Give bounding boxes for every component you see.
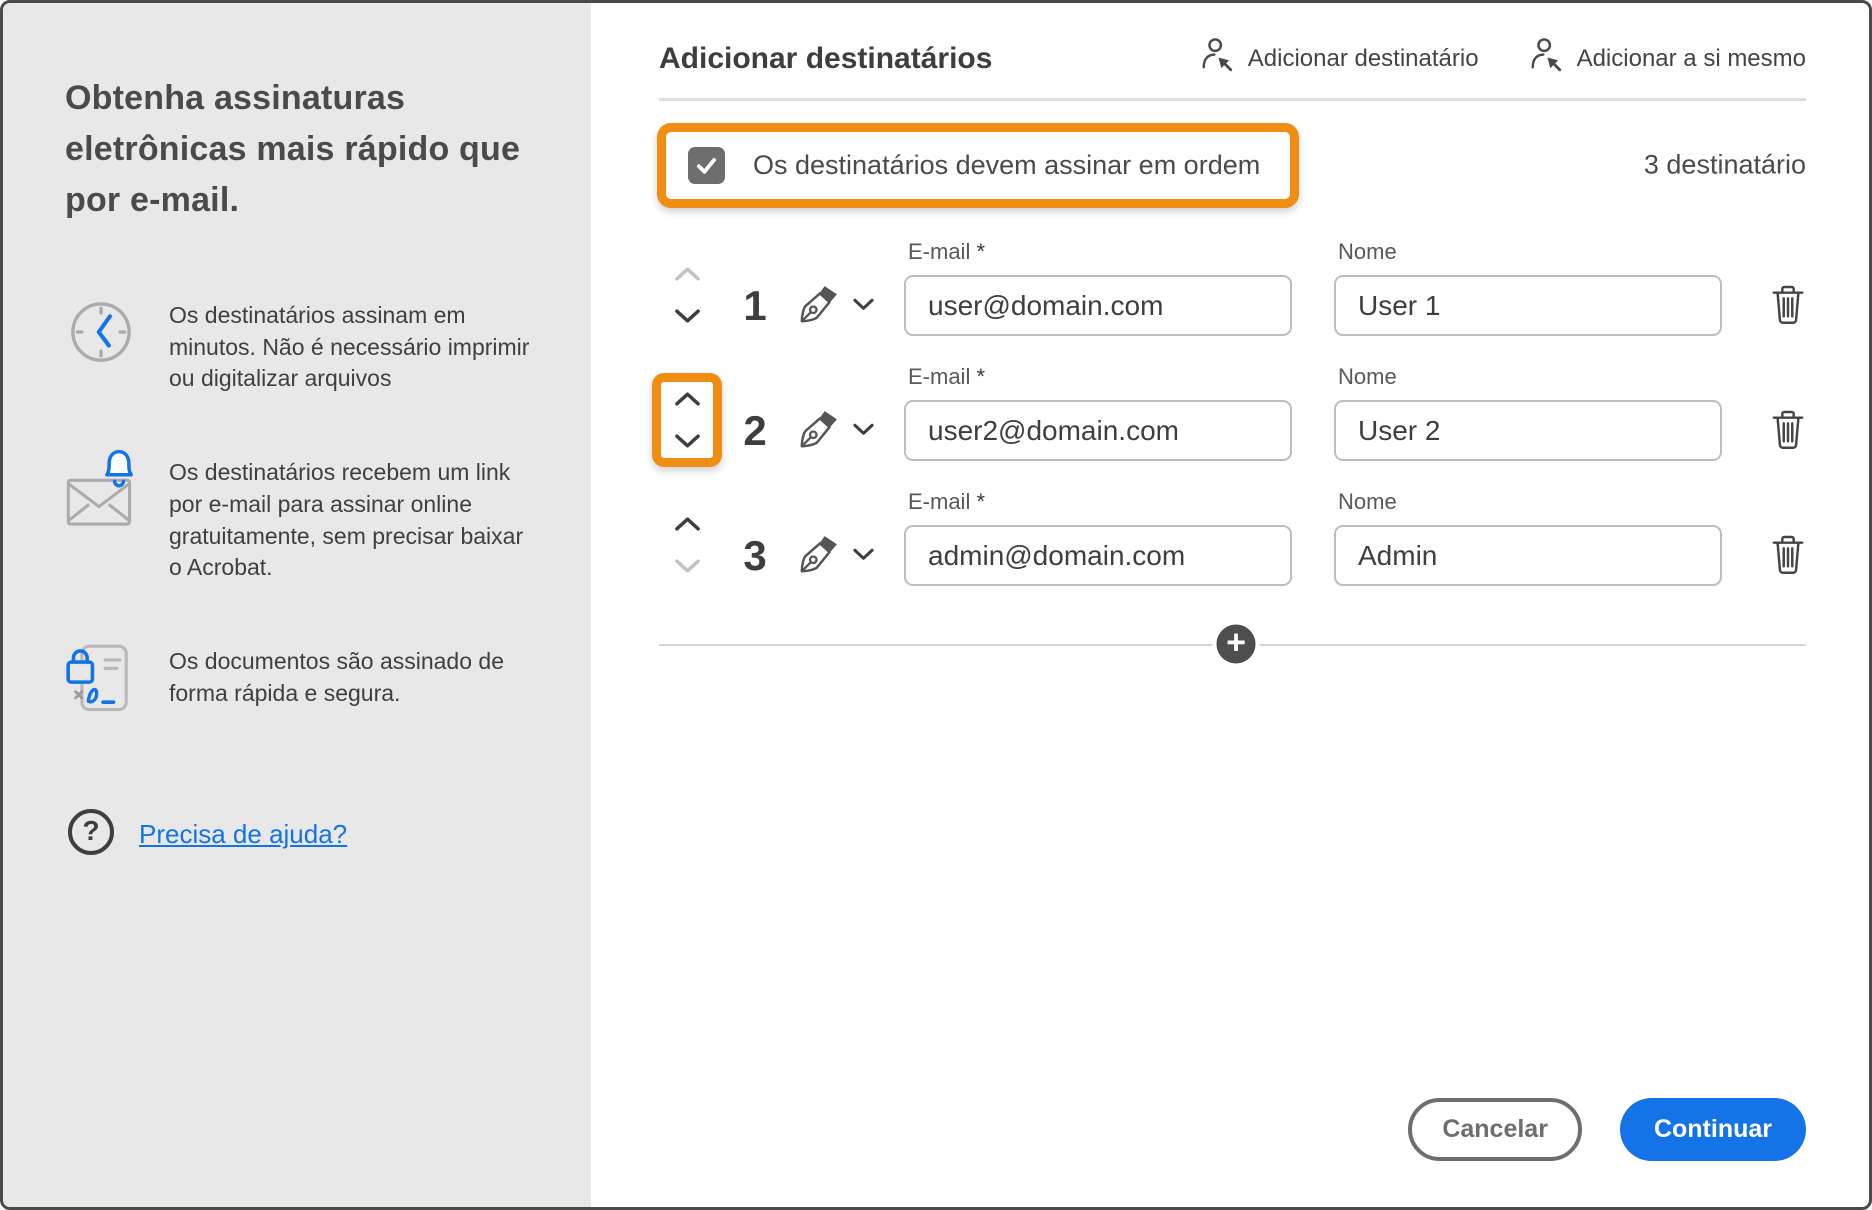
add-self-label: Adicionar a si mesmo xyxy=(1576,44,1806,72)
add-recipient-button[interactable] xyxy=(1198,37,1479,80)
email-input[interactable] xyxy=(904,275,1292,336)
continue-button[interactable]: Continuar xyxy=(1620,1098,1806,1161)
question-circle-icon xyxy=(65,806,117,863)
signing-order-row xyxy=(659,113,1806,217)
add-recipient-divider xyxy=(659,620,1806,668)
person-add-icon xyxy=(1198,37,1234,80)
move-up-button[interactable] xyxy=(672,514,703,534)
email-input[interactable] xyxy=(904,400,1292,461)
chevron-down-icon xyxy=(853,548,874,561)
name-label: Nome xyxy=(1338,239,1397,264)
header-actions xyxy=(1198,37,1806,80)
trash-icon xyxy=(1770,564,1806,579)
name-input[interactable] xyxy=(1334,525,1722,586)
benefit-text: Os destinatários recebem um link por e-mail para assinar online gratuitamente, sem precisar baixar o Acrobat. xyxy=(169,459,524,581)
recipient-row xyxy=(659,239,1806,336)
benefit-email-link xyxy=(65,453,539,584)
page-title: Adicionar destinatários xyxy=(659,41,993,75)
recipient-row xyxy=(659,364,1806,461)
email-field-group xyxy=(904,239,1292,336)
trash-icon xyxy=(1770,314,1806,329)
sign-in-order-checkbox[interactable] xyxy=(688,147,725,184)
pen-icon xyxy=(797,407,841,451)
info-sidebar xyxy=(3,3,591,1207)
benefit-text: Os documentos são assinado de forma rápida e segura. xyxy=(169,648,504,706)
add-self-button[interactable] xyxy=(1527,37,1806,80)
benefit-secure-signing xyxy=(65,642,539,718)
name-input[interactable] xyxy=(1334,275,1722,336)
delete-recipient-button[interactable] xyxy=(1770,409,1806,451)
role-selector[interactable] xyxy=(797,282,874,326)
name-field-group xyxy=(1334,364,1722,461)
recipient-order-number: 2 xyxy=(743,407,767,454)
chevron-down-icon xyxy=(853,298,874,311)
benefit-sign-in-minutes xyxy=(65,296,539,395)
reorder-controls-highlighted xyxy=(667,389,707,451)
trash-icon xyxy=(1770,439,1806,454)
panel-header xyxy=(659,37,1806,80)
sign-in-order-label: Os destinatários devem assinar em ordem xyxy=(753,149,1261,180)
recipient-order-number: 1 xyxy=(743,282,767,329)
email-input[interactable] xyxy=(904,525,1292,586)
delete-recipient-button[interactable] xyxy=(1770,284,1806,326)
person-add-icon xyxy=(1527,37,1563,80)
reorder-controls xyxy=(667,264,707,326)
benefit-text: Os destinatários assinam em minutos. Não é necessário imprimir ou digitalizar arquivos xyxy=(169,302,530,392)
pen-icon xyxy=(797,532,841,576)
header-divider xyxy=(659,98,1806,101)
role-selector[interactable] xyxy=(797,532,874,576)
reorder-controls xyxy=(667,514,707,576)
help-row xyxy=(65,806,539,863)
email-label: E-mail xyxy=(908,364,971,389)
clock-icon xyxy=(65,296,141,372)
add-recipient-label: Adicionar destinatário xyxy=(1247,44,1479,72)
recipient-row xyxy=(659,489,1806,586)
name-field-group xyxy=(1334,489,1722,586)
svg-text:?: ? xyxy=(82,815,100,847)
name-label: Nome xyxy=(1338,489,1397,514)
add-recipient-plus-button[interactable]: + xyxy=(1213,621,1260,668)
required-marker: * xyxy=(976,489,986,514)
chevron-down-icon xyxy=(853,423,874,436)
sidebar-heading: Obtenha assinaturas eletrônicas mais rápido que por e-mail. xyxy=(65,79,521,219)
email-field-group xyxy=(904,364,1292,461)
move-down-button[interactable] xyxy=(672,556,703,576)
name-label: Nome xyxy=(1338,364,1397,389)
email-field-group xyxy=(904,489,1292,586)
move-down-button[interactable] xyxy=(672,306,703,326)
bell-icon xyxy=(99,445,139,494)
delete-recipient-button[interactable] xyxy=(1770,534,1806,576)
add-recipients-panel xyxy=(591,3,1872,1207)
name-input[interactable] xyxy=(1334,400,1722,461)
move-down-button[interactable] xyxy=(672,431,703,451)
recipient-list xyxy=(659,239,1806,586)
secure-document-icon xyxy=(65,642,141,718)
mail-notification-icon xyxy=(65,453,141,529)
cancel-button[interactable]: Cancelar xyxy=(1408,1098,1582,1161)
dialog-footer xyxy=(1408,1098,1806,1161)
pen-icon xyxy=(797,282,841,326)
name-field-group xyxy=(1334,239,1722,336)
role-selector[interactable] xyxy=(797,407,874,451)
annotation-highlight-box xyxy=(657,123,1299,208)
move-up-button[interactable] xyxy=(672,264,703,284)
email-label: E-mail xyxy=(908,239,971,264)
recipient-order-number: 3 xyxy=(743,532,767,579)
help-link[interactable]: Precisa de ajuda? xyxy=(139,819,348,850)
required-marker: * xyxy=(976,364,986,389)
email-label: E-mail xyxy=(908,489,971,514)
move-up-button[interactable] xyxy=(672,389,703,409)
recipient-count: 3 destinatário xyxy=(1643,149,1806,180)
required-marker: * xyxy=(976,239,986,264)
